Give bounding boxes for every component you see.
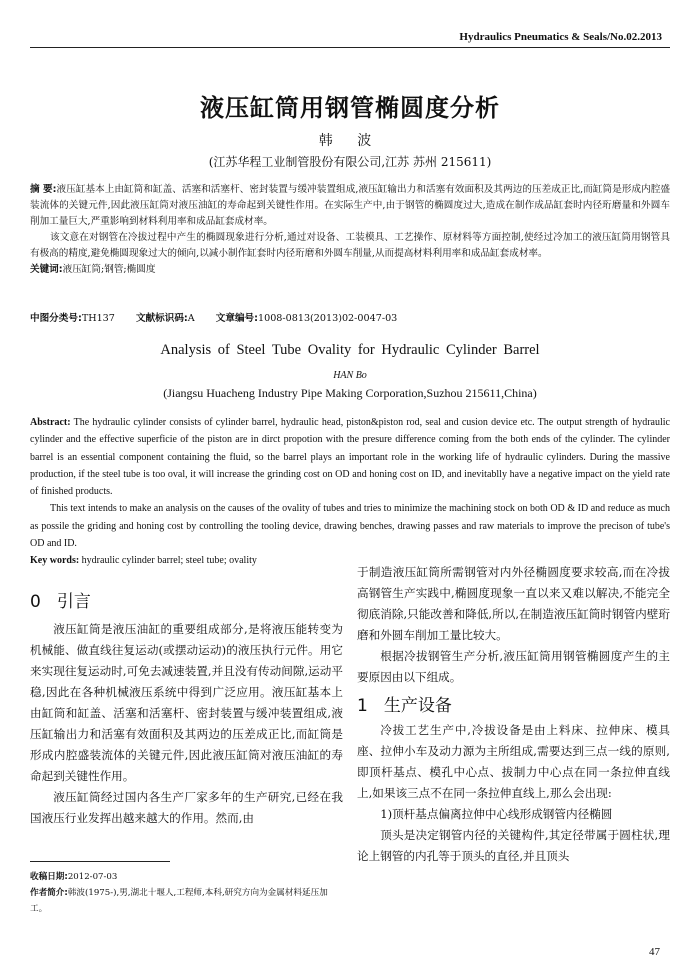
section-1-title: 生产设备	[383, 696, 452, 716]
doc-code-label: 文献标识码:	[135, 313, 188, 324]
footnote-received	[30, 869, 343, 885]
title-en: Analysis of Steel Tube Ovality for Hydraulic Cylinder Barrel	[160, 342, 540, 358]
running-head: Hydraulics Pneumatics & Seals/No.02.2013	[459, 31, 662, 43]
section-0-number: 0	[30, 592, 41, 612]
keywords-en-text: hydraulic cylinder barrel; steel tube; ovality	[81, 555, 257, 567]
right-col-para2: 根据冷拔钢管生产分析,液压缸筒用钢管椭圆度产生的主要原因由以下组成。	[357, 649, 670, 684]
title-cn: 液压缸筒用钢管椭圆度分析	[200, 94, 500, 122]
footnote-rule	[30, 861, 170, 862]
abstract-en	[30, 414, 670, 570]
section-0-para2: 液压缸筒经过国内各生产厂家多年的生产研究,已经在我国液压行业发挥出越来越大的作用。然而,由	[30, 790, 343, 825]
section-0-title: 引言	[56, 592, 91, 612]
affiliation-en: (Jiangsu Huacheng Industry Pipe Making Corporation,Suzhou 215611,China)	[163, 386, 537, 400]
author-info-label: 作者简介:	[30, 888, 68, 898]
abstract-cn	[30, 182, 670, 278]
clc-item	[30, 313, 115, 324]
abstract-cn-para1	[30, 182, 670, 230]
page-number: 47	[649, 946, 660, 958]
author-cn: 韩 波	[318, 133, 382, 149]
clc-label: 中图分类号:	[30, 313, 82, 324]
keywords-cn	[30, 262, 670, 278]
right-col-continuation: 于制造液压缸筒所需钢管对内外径椭圆度要求较高,而在冷拔高钢管生产实践中,椭圆度现象一直以来又难以解决,不能完全彻底消除,只能改善和降低,所以,在制造液压缸筒时钢管内壁珩磨和外圆车削加工量比较大。	[357, 565, 670, 642]
article-no-item	[216, 313, 398, 324]
abstract-cn-text1: 液压缸基本上由缸筒和缸盖、活塞和活塞杆、密封装置与缓冲装置组成,液压缸输出力和活塞有效面积及其两边的压差成正比,而缸筒是形成内腔盛装流体的关键元件,因此液压缸筒对液压油缸的寿命起到关键性作用。在实际生产中,由于钢管的椭圆度过大,造成在制作成品缸套时内径珩磨量和外圆车削加工量巨大,严重影响到材料利用率和成品缸套成材率。	[30, 184, 670, 227]
header-rule	[30, 47, 670, 48]
classification-line	[30, 310, 670, 324]
keywords-en-label: Key words:	[30, 555, 80, 567]
footnote	[30, 869, 343, 917]
abstract-cn-para2: 该文意在对钢管在冷拔过程中产生的椭圆现象进行分析,通过对设备、工装模具、工艺操作、原材料等方面控制,使经过冷加工的液压缸筒用钢管具有极高的精度,避免椭圆现象过大的倾向,以减小制作缸套时内径珩磨和外圆车削量,从而提高材料利用率和成品缸套成材率。	[30, 232, 670, 259]
section-1-number: 1	[357, 696, 368, 716]
author-info: 韩波(1975-),男,湖北十堰人,工程师,本科,研究方向为金属材料延压加工。	[30, 888, 328, 914]
section-1-sub1: 1)顶杆基点偏离拉伸中心线形成钢管内径椭圆	[380, 807, 613, 821]
clc-value: TH137	[81, 313, 115, 324]
keywords-cn-label: 关键词:	[30, 264, 63, 275]
footnote-author	[30, 885, 343, 917]
section-0-heading	[30, 590, 343, 614]
section-1-heading	[357, 694, 670, 718]
doc-code-value: A	[187, 313, 195, 324]
abstract-en-para2: This text intends to make an analysis on the causes of the ovality of tubes and tries to minimize the machining stock on both OD & ID and reduce as much as possile the griding and honing cost by controlling the tooling device, drawing benches, drawing passes and raw materials to improve the precison of tube's OD and ID.	[30, 503, 670, 550]
article-no-label: 文章编号:	[215, 313, 258, 324]
abstract-cn-label: 摘 要:	[30, 184, 57, 195]
doc-code-item	[136, 313, 195, 324]
affiliation-cn: (江苏华程工业制管股份有限公司,江苏 苏州 215611)	[208, 155, 492, 169]
keywords-cn-text: 液压缸筒;钢管;椭圆度	[62, 264, 156, 275]
article-no-value: 1008-0813(2013)02-0047-03	[257, 313, 398, 324]
section-1-para1: 冷拔工艺生产中,冷拔设备是由上料床、拉伸床、模具座、拉伸小车及动力源为主所组成,需要达到三点一线的原则,即顶杆基点、模孔中心点、拔制力中心点在同一条拉伸直线上,如果该三点不在同一条拉伸直线上,那么会出现:	[357, 723, 670, 800]
abstract-en-para1	[30, 414, 670, 500]
section-1-para2: 顶头是决定钢管内径的关键构件,其定径带属于圆柱状,理论上钢管的内孔等于顶头的直径,并且顶头	[357, 828, 670, 863]
right-column	[357, 562, 670, 867]
author-en: HAN Bo	[333, 370, 367, 381]
abstract-en-text1: The hydraulic cylinder consists of cylinder barrel, hydraulic head, piston&piston rod, seal and cusion device etc. The output strength of hydraulic cylinder and the effective superficie of the piston are in dirct propotion with the presure difference coming from the both ends of the cylinder. The cylinder barrel is an essential component containing the fluid, so the barrel plays an important role in the working life of hydraulic cylinders. During the massive production, if the steel tube is too oval, it will increase the grinding cost on OD and honing cost on ID, and inevitablly have a negative impact on the yield rate of finished products.	[30, 417, 670, 498]
received-label: 收稿日期:	[30, 872, 68, 882]
received-date: 2012-07-03	[67, 872, 118, 882]
section-0-para1: 液压缸筒是液压油缸的重要组成部分,是将液压能转变为机械能、做直线往复运动(或摆动运动)的液压执行元件。用它来实现往复运动时,可免去减速装置,并且没有传动间隙,运动平稳,因此在各种机械液压系统中得到广泛应用。液压缸基本上由缸筒和缸盖、活塞和活塞杆、密封装置与缓冲装置组成,液压缸输出力和活塞有效面积及其两边的压差成正比,而缸筒是形成内腔盛装流体的关键元件,因此液压缸筒对液压油缸的寿命起到关键性作用。	[30, 622, 343, 783]
abstract-en-label: Abstract:	[30, 417, 71, 428]
left-column	[30, 590, 343, 829]
